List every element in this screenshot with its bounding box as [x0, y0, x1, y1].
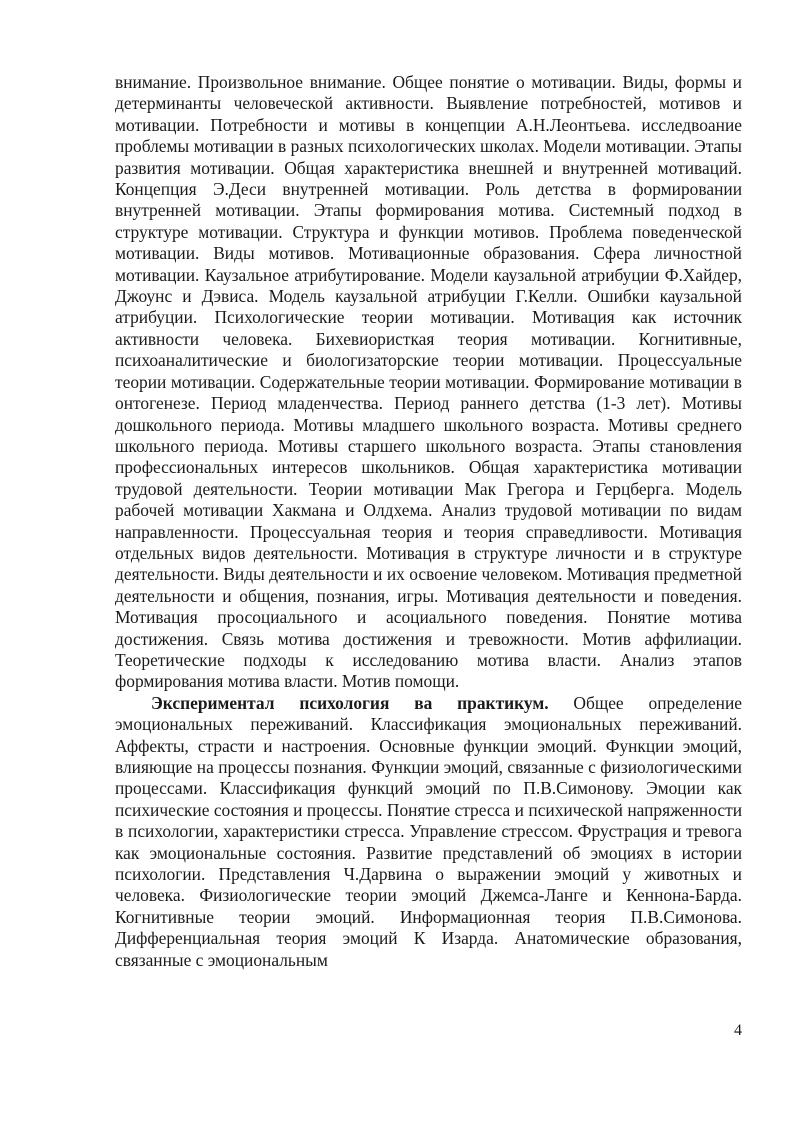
paragraph-motivation: внимание. Произвольное внимание. Общее понятие о мотивации. Виды, формы и детерминанты человеческой активности. Выявление потребностей, мотивов и мотивации. Потребности и мотивы в концепции А.Н.Леонтьева. исследвоание проблемы мотивации в разных психологических школах. Модели мотивации. Этапы развития мотивации. Общая характеристика внешней и внутренней мотиваций. Концепция Э.Деси внутренней мотивации. Роль детства в формировании внутренней мотивации. Этапы формирования мотива. Системный подход в структуре мотивации. Структура и функции мотивов. Проблема поведенческой мотивации. Виды мотивов. Мотивационные образования. Сфера личностной мотивации. Каузальное атрибутирование. Модели каузальной атрибуции Ф.Хайдер, Джоунс и Дэвиса. Модель каузальной атрибуции Г.Келли. Ошибки каузальной атрибуции. Психологические теории мотивации. Мотивация как источник активности человека. Бихевиористкая теория мотивации. Когнитивные, психоаналитические и биологизаторские теории мотивации. Процессуальные теории мотивации. Содержательные теории мотивации. Формирование мотивации в онтогенезе. Период младенчества. Период раннего детства (1-3 лет). Мотивы дошкольного периода. Мотивы младшего школьного возраста. Мотивы среднего школьного периода. Мотивы старшего школьного возраста. Этапы становления профессиональных интересов школьников. Общая характеристика мотивации трудовой деятельности. Теории мотивации Мак Грегора и Герцберга. Модель рабочей мотивации Хакмана и Олдхема. Анализ трудовой мотивации по видам направленности. Процессуальная теория и теория справедливости. Мотивация отдельных видов деятельности. Мотивация в структуре личности и в структуре деятельности. Виды деятельности и их освоение человеком. Мотивация предметной деятельности и общения, познания, игры. Мотивация деятельности и поведения. Мотивация просоциального и асоциального поведения. Понятие мотива достижения. Связь мотива достижения и тревожности. Мотив аффилиации. Теоретические подходы к исследованию мотива власти. Анализ этапов формирования мотива власти. Мотив помощи.	[115, 72, 742, 692]
document-body	[115, 72, 742, 971]
paragraph-emotions-text: Общее определение эмоциональных переживаний. Классификация эмоциональных переживаний. Аффекты, страсти и настроения. Основные функции эмоций. Функции эмоций, влияющие на процессы познания. Функции эмоций, связанные с физиологическими процессами. Классификация функций эмоций по П.В.Симонову. Эмоции как психические состояния и процессы. Понятие стресса и психической напряженности в психологии, характеристики стресса. Управление стрессом. Фрустрация и тревога как эмоциональные состояния. Развитие представлений об эмоциях в истории психологии. Представления Ч.Дарвина о выражении эмоций у животных и человека. Физиологические теории эмоций Джемса-Ланге и Кеннона-Барда. Когнитивные теории эмоций. Информационная теория П.В.Симонова. Дифференциальная теория эмоций К Изарда. Анатомические образования, связанные с эмоциональным	[115, 692, 742, 970]
section-heading: Экспериментал психология ва практикум.	[151, 692, 549, 713]
paragraph-emotions	[115, 693, 742, 971]
page-number: 4	[734, 1022, 742, 1039]
